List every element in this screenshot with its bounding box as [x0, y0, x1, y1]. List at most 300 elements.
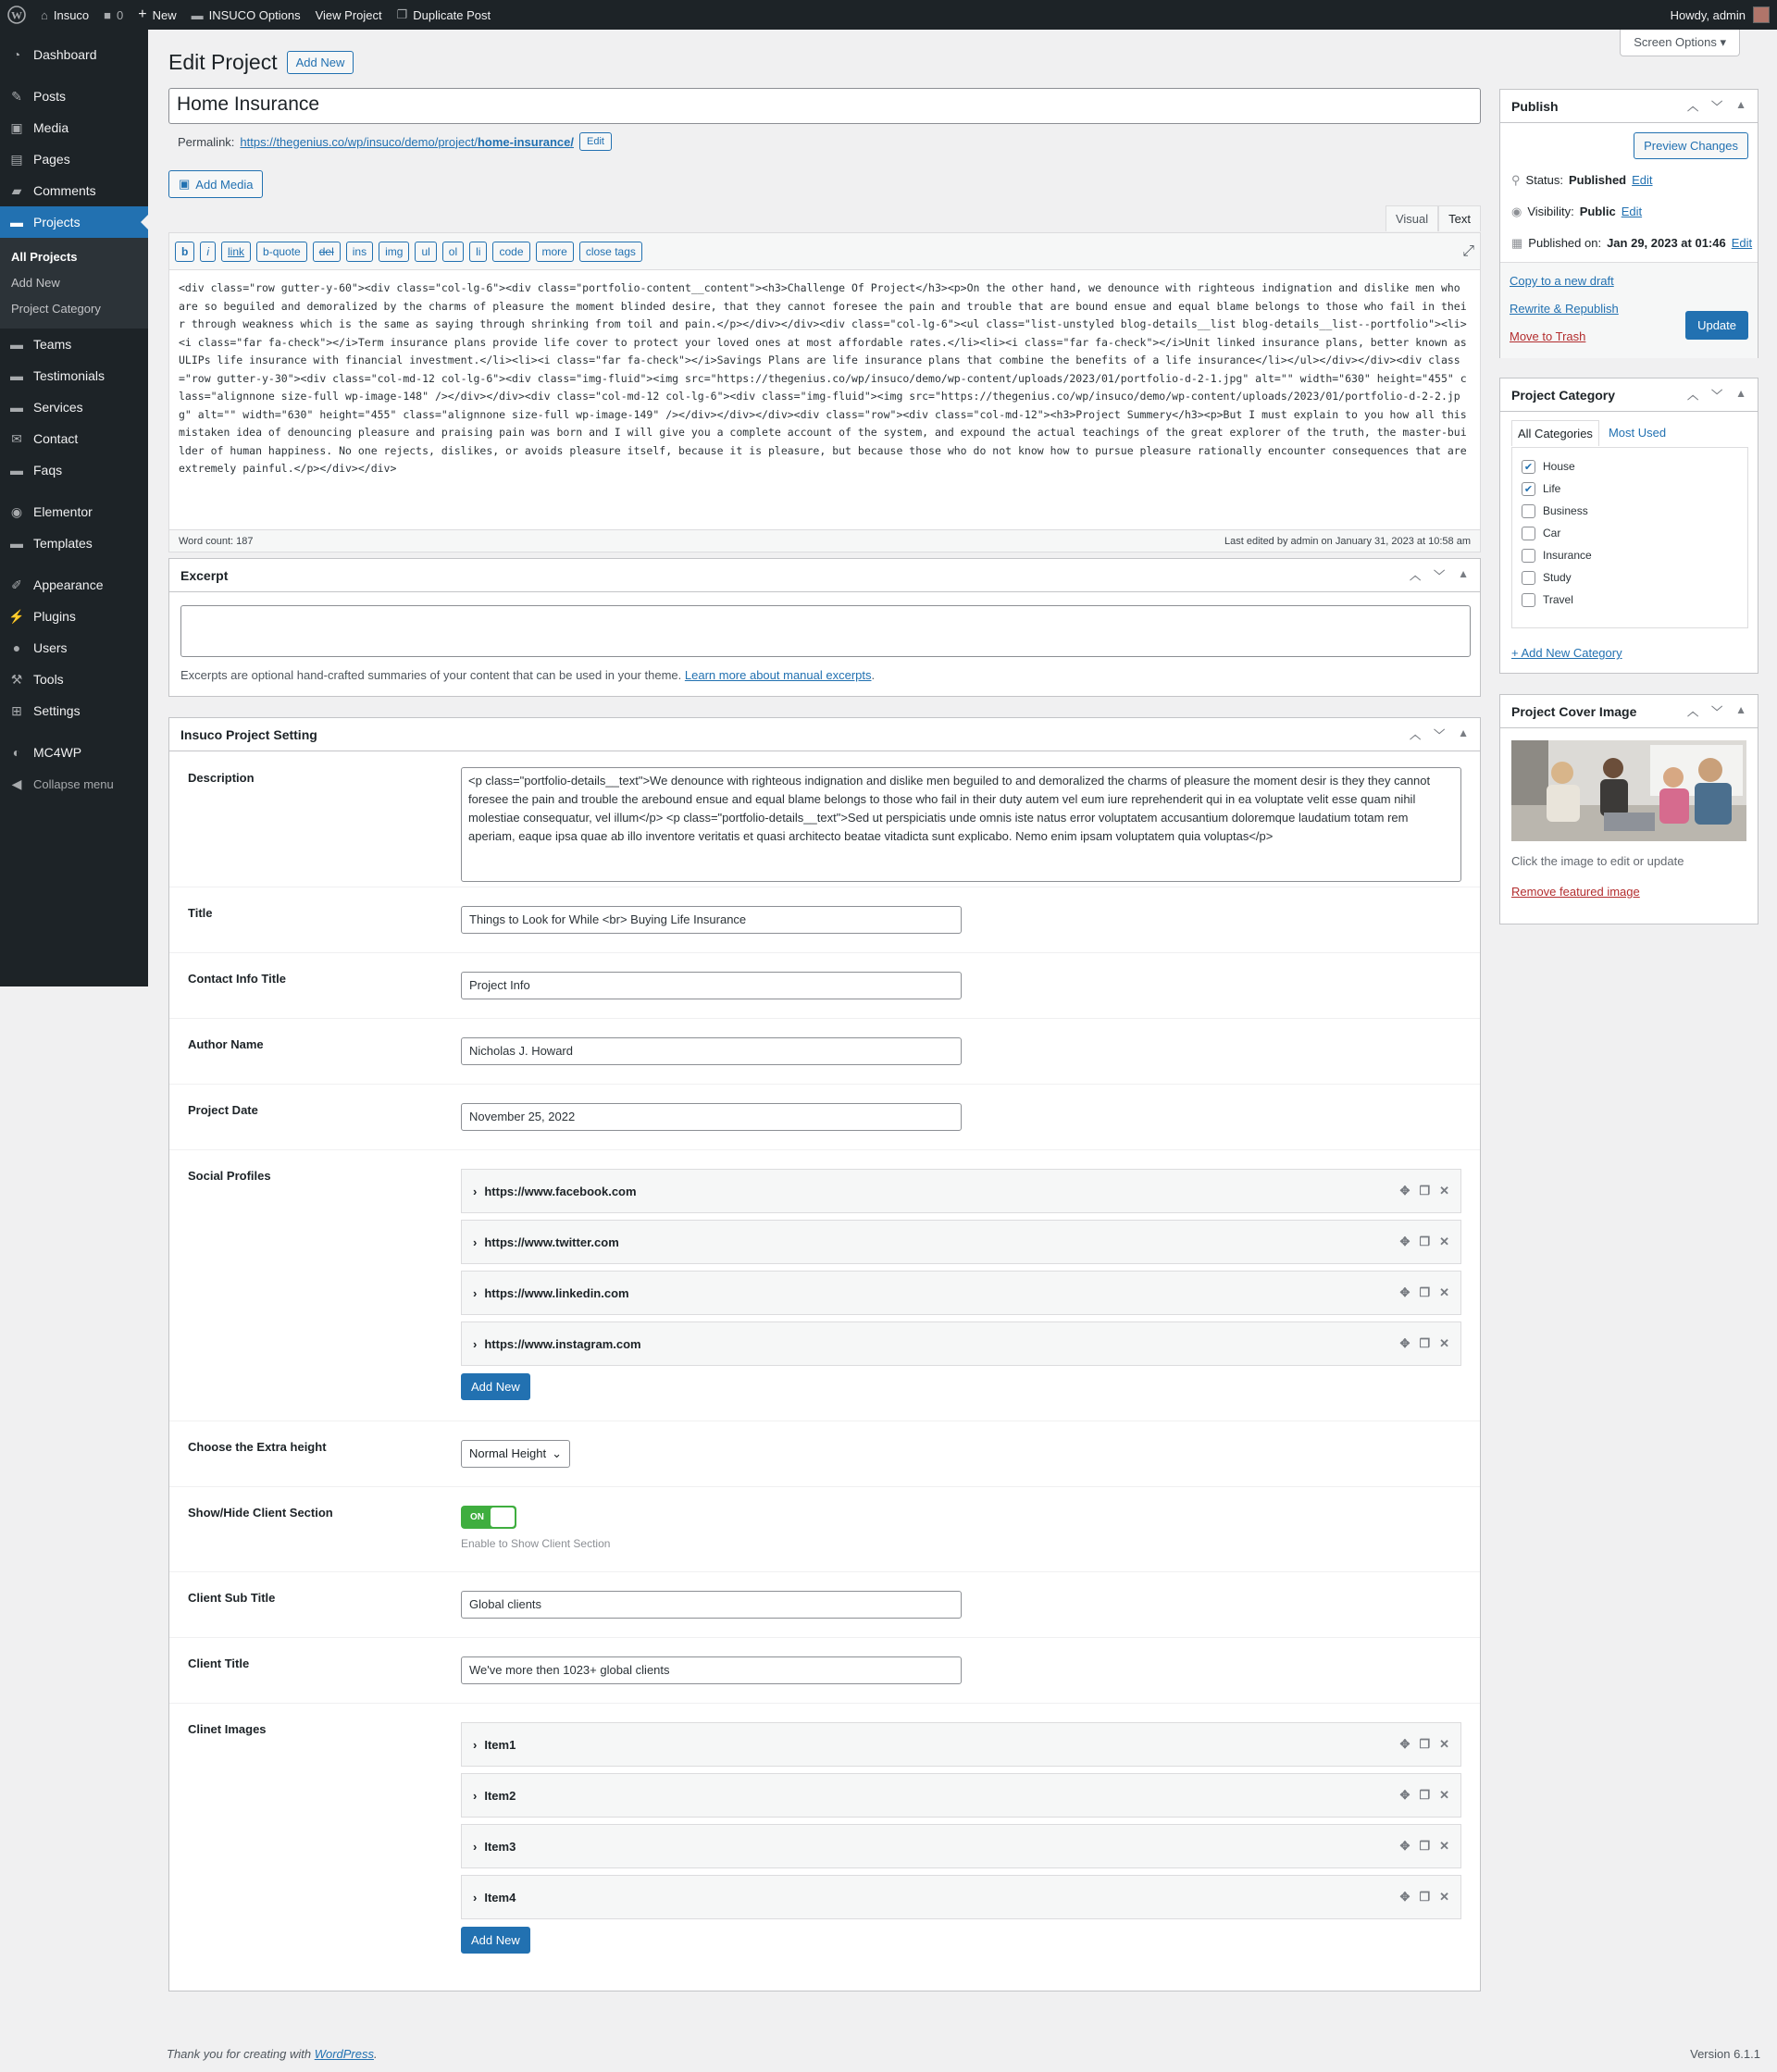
cover-help-text: Click the image to edit or update	[1511, 854, 1684, 868]
chevron-right-icon: ›	[473, 1890, 478, 1905]
menu-elementor[interactable]	[0, 496, 148, 527]
menu-settings[interactable]	[0, 695, 148, 726]
new-content-link[interactable]	[130, 0, 183, 30]
client-sub-title-input[interactable]: Global clients	[461, 1591, 962, 1619]
pages-icon: ▤	[10, 151, 23, 167]
permalink-row	[178, 132, 612, 151]
checkbox-icon[interactable]	[1522, 504, 1535, 518]
clone-icon[interactable]: ❐	[1419, 1737, 1431, 1751]
menu-label: Settings	[33, 703, 81, 718]
remove-icon[interactable]: ✕	[1439, 1788, 1449, 1802]
menu-projects[interactable]	[0, 206, 148, 238]
chevron-down-icon[interactable]: ﹀	[1434, 569, 1446, 582]
copy-draft-link[interactable]: Copy to a new draft	[1510, 274, 1614, 288]
title-row	[169, 887, 1480, 953]
menu-posts[interactable]	[0, 81, 148, 112]
menu-label: Teams	[33, 337, 72, 352]
menu-label: Posts	[33, 89, 67, 104]
chevron-up-icon[interactable]: ︿	[1410, 728, 1422, 741]
chevron-right-icon: ›	[473, 1788, 478, 1803]
client-title-input[interactable]: We've more then 1023+ global clients	[461, 1656, 962, 1684]
tab-text[interactable]: Text	[1438, 205, 1481, 231]
repeater-item[interactable]	[461, 1773, 1461, 1818]
comment-bubble-icon: ■	[104, 7, 112, 22]
clone-icon[interactable]: ❐	[1419, 1788, 1431, 1802]
repeater-item[interactable]	[461, 1271, 1461, 1315]
menu-label: MC4WP	[33, 745, 82, 760]
remove-icon[interactable]: ✕	[1439, 1890, 1449, 1904]
menu-label: Comments	[33, 183, 96, 198]
duplicate-icon: ❐	[396, 7, 408, 21]
published-row	[1511, 236, 1752, 251]
services-icon: ▬	[10, 400, 23, 415]
category-item[interactable]	[1522, 500, 1738, 522]
menu-contact[interactable]	[0, 423, 148, 454]
qt-del-button[interactable]: del	[313, 242, 341, 262]
menu-mc4wp[interactable]	[0, 737, 148, 768]
permalink-base: https://thegenius.co/wp/insuco/demo/project/	[240, 134, 478, 149]
editor-textarea[interactable]: <div class="row gutter-y-60"><div class="col-lg-6"><div class="portfolio-content__content"><h3>Challenge Of Project</h3><p>On the other hand, we denounce with righteous indignation and dislike men who are so beguiled and demoralized by the charms of pleasure the moment blinded desire, that they cannot foresee the pain and trouble that are bound ensue and equal blame belongs to those who fail in their through weakness which is the same as saying through shrinking from toil and pain.</p></div></div><div class="col-lg-6"><ul class="list-unstyled blog-details__list blog-details__list--portfolio"><li><i class="far fa-check"></i>Term insurance plans provide life cover to protect your loved ones at most affordable rates.</li><li><i class="far fa-check"></i>Unit linked insurance plans, better known as ULIPs life insurance with financial investment.</li><li><i class="far fa-check"></i>Savings Plans are life insurance plans that combine the benefits of a life insurance</li></ul></div></div><div class="row gutter-y-30"><div class="col-md-12 col-lg-6"><div class="img-fluid"><img src="https://thegenius.co/wp/insuco/demo/wp-content/uploads/2023/01/portfolio-d-2-1.jpg" alt="" width="630" height="455" class="alignnone size-full wp-image-148" /></div></div><div class="col-md-12 col-lg-6"><div class="img-fluid"><img src="https://thegenius.co/wp/insuco/demo/wp-content/uploads/2023/01/portfolio-d-2-2.jpg" alt="" width="630" height="455" class="alignnone size-full wp-image-149" /></div></div></div><div class="row"><div class="col-md-12"><h3>Project Summery</h3><p>But I must explain to you how all this mistaken idea of denouncing pleasure and praising pain was born and I will give you a complete account of the system, and expound the actual teachings of the great explorer of the truth, the master-builder of human happiness. No one rejects, dislikes, or avoids pleasure itself, because it is pleasure, but because those who do not know how to pursue pleasure rationally encounter consequences that are extremely painful.</p></div></div>	[179, 281, 1467, 475]
description-label: Description	[188, 771, 255, 785]
add-new-category-link[interactable]: + Add New Category	[1511, 646, 1622, 660]
clone-icon[interactable]: ❐	[1419, 1890, 1431, 1904]
category-item[interactable]	[1522, 544, 1738, 566]
project-title-input[interactable]: Things to Look for While <br> Buying Life Insurance	[461, 906, 962, 934]
pin-icon: ✎	[11, 88, 22, 104]
menu-label: Dashboard	[33, 47, 97, 62]
media-icon: ▣	[10, 119, 23, 135]
visibility-row	[1511, 205, 1642, 219]
category-label: Study	[1543, 571, 1572, 584]
social-url: https://www.twitter.com	[484, 1235, 619, 1249]
qt-italic-button[interactable]: i	[200, 242, 216, 262]
elementor-icon: ◉	[10, 503, 23, 519]
templates-icon: ▬	[10, 536, 23, 551]
menu-label: Plugins	[33, 609, 76, 624]
permalink-slug: home-insurance/	[477, 134, 574, 149]
teams-icon: ▬	[10, 337, 23, 352]
projects-icon: ▬	[10, 215, 23, 230]
duplicate-post-link[interactable]	[390, 0, 498, 30]
contact-info-title-label: Contact Info Title	[188, 972, 286, 986]
description-textarea[interactable]: <p class="portfolio-details__text">We denounce with righteous indignation and dislike men beguiled to and demoralized the charms of pleasure the moment desir is they they cannot foresee the pain and trouble the arebound ensue and equal blame belongs to those who fail in their duty autem vel eum iure reprehenderit qui in ea voluptate velit esse quam nihil molestiae consequatur, vel illum</p> <p class="portfolio-details__text">Sed ut perspiciatis unde omnis iste natus error voluptatem accusantium doloremque laudatium totam rem aperiam, eaque ipsa quae ab illo inventore veritatis et quasi architecto beatae vitadicta sunt explicabo. Nemo enim ipsam voluptatem quia voluptas</p>	[461, 767, 1461, 882]
mail-icon: ✉	[11, 430, 22, 446]
social-profiles-label: Social Profiles	[188, 1169, 271, 1183]
calendar-icon: ▦	[1511, 236, 1523, 250]
mc4wp-icon: ◐	[12, 745, 21, 760]
submenu-all-projects[interactable]: All Projects	[11, 250, 78, 264]
category-tabs	[1511, 420, 1675, 446]
category-item[interactable]	[1522, 455, 1738, 478]
settings-icon: ⊞	[11, 702, 22, 718]
menu-services[interactable]	[0, 391, 148, 423]
move-to-trash-link[interactable]: Move to Trash	[1510, 329, 1586, 343]
menu-tools[interactable]	[0, 664, 148, 695]
project-settings-box	[168, 717, 1481, 1991]
clone-icon[interactable]: ❐	[1419, 1184, 1431, 1197]
menu-label: Contact	[33, 431, 79, 446]
menu-dashboard[interactable]	[0, 39, 148, 70]
chevron-right-icon: ›	[473, 1839, 478, 1854]
publish-heading: Publish	[1511, 98, 1559, 114]
menu-label: Projects	[33, 215, 81, 230]
footer-thanks: Thank you for creating with WordPress.	[167, 2047, 378, 2061]
status-edit-link[interactable]: Edit	[1632, 173, 1653, 187]
editor-box	[168, 232, 1481, 552]
social-row	[169, 1150, 1480, 1421]
plugin-icon: ⚡	[8, 608, 25, 624]
category-label: Business	[1543, 504, 1588, 517]
extra-height-select[interactable]	[461, 1440, 570, 1468]
permalink-link[interactable]	[240, 135, 574, 149]
image-item-label: Item2	[484, 1788, 516, 1803]
word-count: Word count: 187	[179, 535, 254, 547]
published-edit-link[interactable]: Edit	[1731, 236, 1753, 250]
status-row	[1511, 173, 1653, 188]
publish-header[interactable]	[1500, 90, 1758, 123]
category-item[interactable]	[1522, 478, 1738, 500]
view-project-label: View Project	[315, 7, 382, 22]
menu-label: Pages	[33, 152, 70, 167]
remove-icon[interactable]: ✕	[1439, 1839, 1449, 1853]
chevron-right-icon: ›	[473, 1737, 478, 1752]
clone-icon[interactable]: ❐	[1419, 1839, 1431, 1853]
wp-logo-icon[interactable]	[0, 0, 33, 30]
home-icon: ⌂	[41, 7, 48, 22]
quicktags-toolbar	[169, 233, 1480, 270]
toggle-panel-icon[interactable]: ▲	[1735, 98, 1746, 111]
move-icon[interactable]: ✥	[1399, 1788, 1410, 1802]
wrench-icon: ⚒	[10, 671, 23, 687]
screen-options-button[interactable]	[1620, 30, 1740, 56]
menu-label: Services	[33, 400, 83, 415]
toggle-panel-icon[interactable]: ▲	[1735, 703, 1746, 716]
site-name-label: Insuco	[53, 7, 90, 22]
image-item-label: Item3	[484, 1839, 516, 1854]
menu-label: Appearance	[33, 577, 104, 592]
move-icon[interactable]: ✥	[1399, 1184, 1410, 1197]
extra-height-label: Choose the Extra height	[188, 1440, 327, 1454]
add-media-label: Add Media	[195, 177, 254, 192]
faqs-icon: ▬	[10, 463, 23, 478]
status-label: Status:	[1525, 173, 1563, 187]
footer-version: Version 6.1.1	[1690, 2047, 1760, 2061]
insuco-options-link[interactable]	[184, 0, 308, 30]
client-title-row	[169, 1638, 1480, 1704]
repeater-item[interactable]	[461, 1220, 1461, 1264]
move-icon[interactable]: ✥	[1399, 1336, 1410, 1350]
cover-header[interactable]	[1500, 695, 1758, 728]
last-edited: Last edited by admin on January 31, 2023 at 10:58 am	[1224, 535, 1471, 547]
excerpt-help-text: Excerpts are optional hand-crafted summaries of your content that can be used in your theme.	[180, 668, 682, 682]
remove-icon[interactable]: ✕	[1439, 1184, 1449, 1197]
preview-changes-button[interactable]: Preview Changes	[1634, 132, 1748, 159]
excerpt-header[interactable]	[169, 559, 1480, 592]
cover-heading: Project Cover Image	[1511, 703, 1637, 719]
category-item[interactable]	[1522, 566, 1738, 589]
menu-label: Media	[33, 120, 69, 135]
chevron-up-icon[interactable]: ︿	[1687, 389, 1699, 402]
view-project-link[interactable]	[308, 0, 390, 30]
visibility-label: Visibility:	[1527, 205, 1574, 218]
checkbox-icon[interactable]	[1522, 549, 1535, 563]
menu-label: Faqs	[33, 463, 63, 478]
excerpt-help: Excerpts are optional hand-crafted summaries of your content that can be used in your theme. Learn more about manual excerpts.	[180, 668, 876, 682]
menu-plugins[interactable]	[0, 601, 148, 632]
user-icon: ●	[12, 640, 21, 655]
permalink-edit-button[interactable]: Edit	[579, 132, 612, 151]
submenu-project-category[interactable]: Project Category	[11, 302, 101, 316]
publish-box	[1499, 89, 1758, 358]
published-label: Published on:	[1528, 236, 1602, 250]
tab-all-categories[interactable]: All Categories	[1511, 420, 1599, 446]
collapse-menu[interactable]	[0, 768, 148, 800]
screen-options-label: Screen Options	[1634, 35, 1717, 49]
wordpress-link[interactable]: WordPress	[314, 2047, 374, 2061]
page-title: Edit Project	[168, 49, 278, 74]
eye-icon: ◉	[1511, 205, 1522, 218]
menu-label: Testimonials	[33, 368, 106, 383]
svg-text:W: W	[11, 8, 22, 22]
fullscreen-icon[interactable]: ⤢	[1462, 242, 1474, 259]
add-media-button[interactable]	[168, 170, 263, 198]
move-icon[interactable]: ✥	[1399, 1839, 1410, 1853]
category-label: Travel	[1543, 593, 1573, 606]
chevron-down-icon[interactable]: ﹀	[1711, 389, 1723, 402]
chevron-right-icon: ›	[473, 1285, 478, 1300]
menu-comments[interactable]	[0, 175, 148, 206]
category-label: Life	[1543, 482, 1561, 495]
checkbox-icon[interactable]	[1522, 527, 1535, 540]
qt-img-button[interactable]: img	[379, 242, 409, 262]
publish-actions	[1500, 262, 1758, 358]
menu-templates[interactable]	[0, 527, 148, 559]
category-label: House	[1543, 460, 1575, 473]
project-settings-heading: Insuco Project Setting	[180, 726, 317, 742]
social-url: https://www.facebook.com	[484, 1184, 637, 1198]
toggle-panel-icon[interactable]: ▲	[1458, 726, 1469, 739]
clone-icon[interactable]: ❐	[1419, 1285, 1431, 1299]
published-value: Jan 29, 2023 at 01:46	[1607, 236, 1726, 250]
folder-icon: ▬	[191, 7, 204, 22]
move-icon[interactable]: ✥	[1399, 1890, 1410, 1904]
repeater-item[interactable]	[461, 1722, 1461, 1767]
category-heading: Project Category	[1511, 387, 1616, 403]
qt-close-tags-button[interactable]: close tags	[579, 242, 642, 262]
client-section-toggle[interactable]	[461, 1506, 516, 1529]
remove-icon[interactable]: ✕	[1439, 1737, 1449, 1751]
checkbox-checked-icon[interactable]: ✔	[1522, 482, 1535, 496]
menu-users[interactable]	[0, 632, 148, 664]
excerpt-heading: Excerpt	[180, 567, 229, 583]
new-label: New	[152, 7, 177, 22]
permalink-label: Permalink:	[178, 134, 235, 149]
category-label: Car	[1543, 527, 1561, 540]
chevron-up-icon[interactable]: ︿	[1687, 100, 1699, 113]
checkbox-checked-icon[interactable]: ✔	[1522, 460, 1535, 474]
checkbox-icon[interactable]	[1522, 593, 1535, 607]
project-date-input[interactable]: November 25, 2022	[461, 1103, 962, 1131]
dashboard-icon: ◔	[12, 47, 21, 62]
chevron-right-icon: ›	[473, 1235, 478, 1249]
image-item-label: Item4	[484, 1890, 516, 1905]
duplicate-post-label: Duplicate Post	[413, 7, 491, 22]
menu-label: Users	[33, 640, 68, 655]
post-title-input[interactable]: Home Insurance	[168, 88, 1481, 124]
author-name-label: Author Name	[188, 1037, 264, 1051]
submenu-add-new[interactable]: Add New	[11, 276, 60, 290]
qt-more-button[interactable]: more	[536, 242, 574, 262]
category-header[interactable]	[1500, 378, 1758, 412]
menu-label: Tools	[33, 672, 64, 687]
add-social-button[interactable]: Add New	[461, 1373, 530, 1400]
content-editor	[168, 170, 1481, 547]
author-name-input[interactable]: Nicholas J. Howard	[461, 1037, 962, 1065]
title-label: Title	[188, 906, 213, 920]
qt-ins-button[interactable]: ins	[346, 242, 373, 262]
remove-icon[interactable]: ✕	[1439, 1285, 1449, 1299]
remove-featured-image-link[interactable]: Remove featured image	[1511, 885, 1640, 899]
menu-faqs[interactable]	[0, 454, 148, 486]
qt-link-button[interactable]: link	[221, 242, 251, 262]
client-sub-title-label: Client Sub Title	[188, 1591, 276, 1605]
caret-down-icon: ▾	[1720, 35, 1726, 49]
site-name-link[interactable]	[33, 0, 96, 30]
menu-media[interactable]	[0, 112, 148, 143]
projects-submenu	[0, 238, 148, 329]
pin-icon: ⚲	[1511, 173, 1521, 187]
insuco-options-label: INSUCO Options	[208, 7, 301, 22]
social-url: https://www.linkedin.com	[484, 1285, 629, 1300]
menu-label: Elementor	[33, 504, 93, 519]
date-row	[169, 1085, 1480, 1150]
chevron-down-icon[interactable]: ﹀	[1434, 728, 1446, 741]
qt-ul-button[interactable]: ul	[415, 242, 436, 262]
tab-visual[interactable]: Visual	[1386, 205, 1438, 231]
client-sub-row	[169, 1572, 1480, 1638]
project-settings-header[interactable]	[169, 718, 1480, 751]
repeater-item[interactable]	[461, 1169, 1461, 1213]
toggle-panel-icon[interactable]: ▲	[1735, 387, 1746, 400]
testimonials-icon: ▬	[10, 368, 23, 383]
qt-bold-button[interactable]: b	[175, 242, 194, 262]
comments-count: 0	[117, 7, 124, 22]
chevron-right-icon: ›	[473, 1336, 478, 1351]
collapse-icon: ◀	[11, 775, 22, 791]
cover-image[interactable]	[1511, 740, 1746, 841]
menu-teams[interactable]	[0, 329, 148, 360]
qt-blockquote-button[interactable]: b-quote	[256, 242, 307, 262]
chevron-up-icon[interactable]: ︿	[1687, 705, 1699, 718]
chevron-down-icon[interactable]: ﹀	[1711, 705, 1723, 718]
toggle-knob	[491, 1507, 515, 1527]
image-item-label: Item1	[484, 1737, 516, 1752]
client-section-row	[169, 1487, 1480, 1572]
project-category-box	[1499, 378, 1758, 674]
contact-info-title-input[interactable]: Project Info	[461, 972, 962, 999]
avatar	[1753, 6, 1770, 23]
visibility-value: Public	[1579, 205, 1616, 218]
excerpt-textarea[interactable]	[180, 605, 1471, 657]
client-images-label: Clinet Images	[188, 1722, 267, 1736]
checkbox-icon[interactable]	[1522, 571, 1535, 585]
admin-bar	[0, 0, 1777, 30]
menu-testimonials[interactable]	[0, 360, 148, 391]
excerpt-learn-more-link[interactable]: Learn more about manual excerpts	[684, 668, 872, 682]
client-section-help: Enable to Show Client Section	[461, 1537, 611, 1550]
qt-ol-button[interactable]: ol	[442, 242, 464, 262]
project-cover-box	[1499, 694, 1758, 924]
category-item[interactable]	[1522, 522, 1738, 544]
move-icon[interactable]: ✥	[1399, 1235, 1410, 1248]
remove-icon[interactable]: ✕	[1439, 1336, 1449, 1350]
qt-li-button[interactable]: li	[469, 242, 487, 262]
social-url: https://www.instagram.com	[484, 1336, 641, 1351]
move-icon[interactable]: ✥	[1399, 1737, 1410, 1751]
chevron-down-icon: ⌄	[552, 1446, 562, 1460]
status-value: Published	[1569, 173, 1627, 187]
menu-pages[interactable]	[0, 143, 148, 175]
client-section-label: Show/Hide Client Section	[188, 1506, 333, 1520]
author-row	[169, 1019, 1480, 1085]
extra-height-row	[169, 1421, 1480, 1487]
plus-icon: +	[138, 6, 147, 22]
move-icon[interactable]: ✥	[1399, 1285, 1410, 1299]
description-row	[169, 752, 1480, 887]
repeater-item[interactable]	[461, 1321, 1461, 1366]
rewrite-republish-link[interactable]: Rewrite & Republish	[1510, 302, 1619, 316]
clone-icon[interactable]: ❐	[1419, 1336, 1431, 1350]
add-new-project-button[interactable]: Add New	[287, 51, 354, 74]
menu-appearance[interactable]	[0, 569, 148, 601]
excerpt-box	[168, 558, 1481, 697]
editor-tabs	[1386, 205, 1481, 231]
client-title-label: Client Title	[188, 1656, 250, 1670]
comments-link[interactable]	[96, 0, 130, 30]
category-label: Insurance	[1543, 549, 1592, 562]
remove-icon[interactable]: ✕	[1439, 1235, 1449, 1248]
editor-status-bar	[169, 529, 1480, 552]
chevron-down-icon[interactable]: ﹀	[1711, 100, 1723, 113]
brush-icon: ✐	[11, 577, 22, 592]
update-button[interactable]: Update	[1685, 311, 1748, 340]
admin-sidebar	[0, 30, 148, 986]
toggle-panel-icon[interactable]: ▲	[1458, 567, 1469, 580]
footer-thanks-text: Thank you for creating with	[167, 2047, 312, 2061]
chevron-up-icon[interactable]: ︿	[1410, 569, 1422, 582]
tab-most-used[interactable]: Most Used	[1608, 426, 1667, 440]
toggle-on-label: ON	[470, 1512, 484, 1522]
chevron-right-icon: ›	[473, 1184, 478, 1198]
media-icon: ▣	[179, 177, 191, 191]
menu-label: Collapse menu	[33, 776, 114, 791]
visibility-edit-link[interactable]: Edit	[1621, 205, 1643, 218]
menu-label: Templates	[33, 536, 93, 551]
repeater-item[interactable]	[461, 1824, 1461, 1868]
account-menu[interactable]	[1671, 6, 1777, 23]
comments-icon: ▰	[11, 182, 22, 198]
repeater-item[interactable]	[461, 1875, 1461, 1919]
howdy-label: Howdy, admin	[1670, 7, 1746, 22]
project-date-label: Project Date	[188, 1103, 258, 1117]
category-list	[1511, 447, 1748, 628]
category-item[interactable]	[1522, 589, 1738, 611]
extra-height-value: Normal Height	[469, 1446, 547, 1460]
contact-row	[169, 953, 1480, 1019]
add-image-button[interactable]: Add New	[461, 1927, 530, 1954]
qt-code-button[interactable]: code	[492, 242, 529, 262]
clone-icon[interactable]: ❐	[1419, 1235, 1431, 1248]
